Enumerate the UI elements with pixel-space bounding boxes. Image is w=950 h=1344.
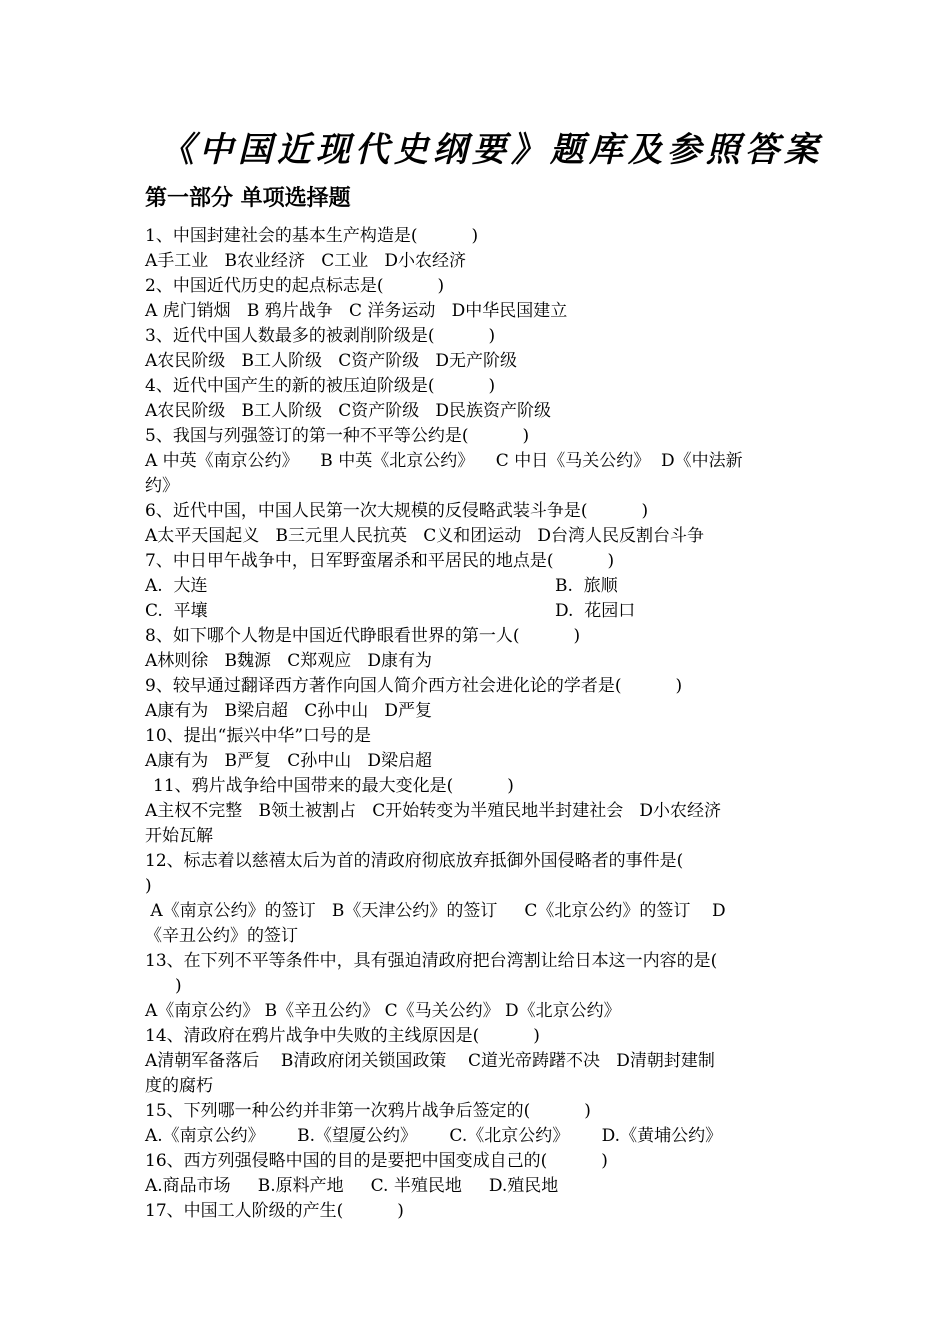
text-line: ) bbox=[175, 976, 182, 996]
text-line: 1、中国封建社会的基本生产构造是( ) bbox=[145, 226, 479, 246]
text-line: A林则徐 B魏源 C郑观应 D康有为 bbox=[145, 651, 433, 671]
text-line: 约》 bbox=[145, 476, 179, 496]
text-line: A康有为 B严复 C孙中山 D梁启超 bbox=[145, 751, 433, 771]
text-line: 11、鸦片战争给中国带来的最大变化是( ) bbox=[153, 776, 514, 796]
section-heading: 第一部分 单项选择题 bbox=[145, 186, 351, 211]
option-text: C. 平壤 bbox=[145, 601, 208, 621]
text-line: A农民阶级 B工人阶级 C资产阶级 D民族资产阶级 bbox=[145, 401, 552, 421]
option-text: A. 大连 bbox=[145, 576, 208, 596]
text-line: 2、中国近代历史的起点标志是( ) bbox=[145, 276, 445, 296]
text-line: 15、下列哪一种公约并非第一次鸦片战争后签定的( ) bbox=[145, 1101, 591, 1121]
text-line: A《南京公约》 B《辛丑公约》 C《马关公约》 D《北京公约》 bbox=[145, 1001, 621, 1021]
text-line: A 虎门销烟 B 鸦片战争 C 洋务运动 D中华民国建立 bbox=[145, 301, 568, 321]
text-line: A农民阶级 B工人阶级 C资产阶级 D无产阶级 bbox=[145, 351, 518, 371]
text-line: 4、近代中国产生的新的被压迫阶级是( ) bbox=[145, 376, 496, 396]
text-line: 9、较早通过翻译西方著作向国人简介西方社会进化论的学者是( ) bbox=[145, 676, 683, 696]
text-line: 12、标志着以慈禧太后为首的清政府彻底放弃抵御外国侵略者的事件是( bbox=[145, 851, 684, 871]
text-line: 5、我国与列强签订的第一种不平等公约是( ) bbox=[145, 426, 530, 446]
text-line: 10、提出“振兴中华”口号的是 bbox=[145, 726, 372, 746]
option-text: B. 旅顺 bbox=[555, 576, 618, 596]
option-row bbox=[145, 599, 805, 624]
text-line: 17、中国工人阶级的产生( ) bbox=[145, 1201, 404, 1221]
text-line: A太平天国起义 B三元里人民抗英 C义和团运动 D台湾人民反割台斗争 bbox=[145, 526, 705, 546]
text-line: A手工业 B农业经济 C工业 D小农经济 bbox=[145, 251, 467, 271]
text-line: A康有为 B梁启超 C孙中山 D严复 bbox=[145, 701, 433, 721]
text-line: 6、近代中国，中国人民第一次大规模的反侵略武装斗争是( ) bbox=[145, 501, 649, 521]
text-line: 16、西方列强侵略中国的目的是要把中国变成自己的( ) bbox=[145, 1151, 608, 1171]
text-line: 8、如下哪个人物是中国近代睁眼看世界的第一人( ) bbox=[145, 626, 581, 646]
text-line: 7、中日甲午战争中，日军野蛮屠杀和平居民的地点是( ) bbox=[145, 551, 615, 571]
text-line: 《辛丑公约》的签订 bbox=[145, 926, 298, 946]
text-line: A《南京公约》的签订 B《天津公约》的签订 C《北京公约》的签订 D bbox=[145, 901, 726, 921]
text-line: A.商品市场 B.原料产地 C. 半殖民地 D.殖民地 bbox=[145, 1176, 559, 1196]
text-line: 14、清政府在鸦片战争中失败的主线原因是( ) bbox=[145, 1026, 540, 1046]
text-line: 度的腐朽 bbox=[145, 1076, 213, 1096]
text-line: ) bbox=[145, 876, 152, 896]
text-line: A 中英《南京公约》 B 中英《北京公约》 C 中日《马关公约》 D《中法新 bbox=[145, 451, 743, 471]
text-line: 开始瓦解 bbox=[145, 826, 213, 846]
document-title: 《中国近现代史纲要》题库及参照答案 bbox=[160, 130, 823, 170]
text-line: A清朝军备落后 B清政府闭关锁国政策 C道光帝踌躇不决 D清朝封建制 bbox=[145, 1051, 715, 1071]
option-row bbox=[145, 574, 805, 599]
question-list bbox=[145, 224, 805, 1224]
text-line: A主权不完整 B领土被割占 C开始转变为半殖民地半封建社会 D小农经济 bbox=[145, 801, 722, 821]
text-line: A.《南京公约》 B.《望厦公约》 C.《北京公约》 D.《黄埔公约》 bbox=[145, 1126, 723, 1146]
text-line: 13、在下列不平等条件中，具有强迫清政府把台湾割让给日本这一内容的是( bbox=[145, 951, 718, 971]
text-line: 3、近代中国人数最多的被剥削阶级是( ) bbox=[145, 326, 496, 346]
option-text: D. 花园口 bbox=[555, 601, 636, 621]
